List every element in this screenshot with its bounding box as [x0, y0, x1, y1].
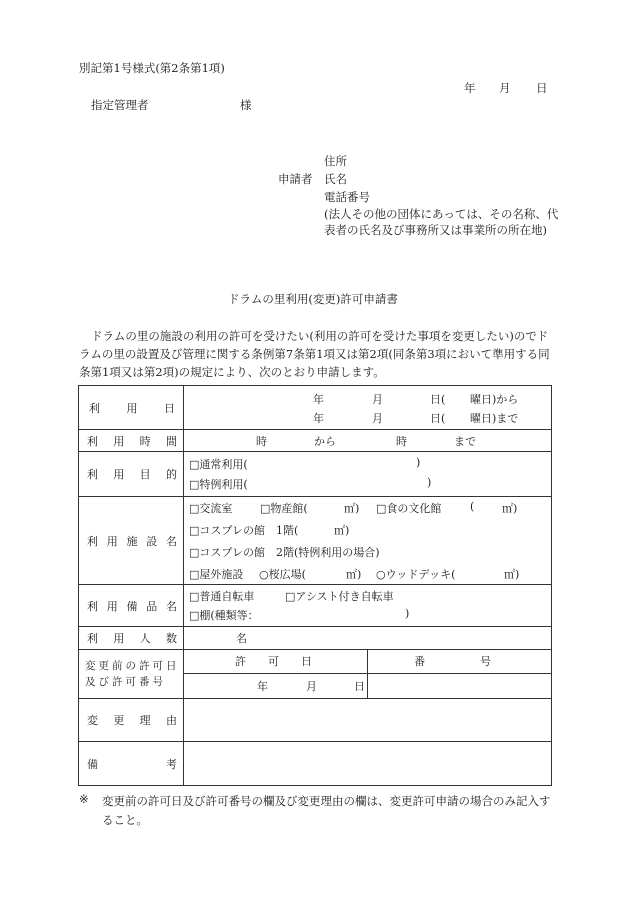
label-period: 利 用 日 — [79, 386, 184, 430]
value-equipment: □普通自転車 □アシスト付き自転車 □棚(種類等： ) — [184, 585, 552, 627]
row-people — [79, 627, 552, 650]
footnote-text: 変更前の許可日及び許可番号の欄及び変更理由の欄は、変更許可申請の場合のみ記入すること。 — [102, 794, 551, 827]
facility-cosplay-1f-checkbox[interactable]: □コスプレの館 1階( — [189, 524, 299, 537]
label-time: 利 用 時 間 — [79, 430, 184, 452]
facility-bussankan-checkbox[interactable]: □物産館( — [260, 502, 308, 515]
value-prev-permit: 許 可 日 番 号 年 月 日 — [184, 650, 552, 699]
row-remarks — [79, 742, 552, 786]
equipment-assist-bicycle-checkbox[interactable]: □アシスト付き自転車 — [285, 590, 394, 603]
row-prev-permit — [79, 650, 552, 699]
label-remarks: 備 考 — [79, 742, 184, 786]
value-remarks[interactable] — [184, 742, 552, 786]
row-equipment — [79, 585, 552, 627]
applicant-label: 申請者 — [278, 172, 313, 186]
facility-cosplay-2f-checkbox[interactable]: □コスプレの館 2階(特例利用の場合) — [189, 546, 380, 559]
honorific: 様 — [240, 98, 252, 112]
equipment-shelf-checkbox[interactable]: □棚(種類等： — [189, 609, 259, 622]
prev-permit-date-field[interactable]: 年 — [257, 680, 268, 693]
applicant-name-label: 氏名 — [324, 172, 347, 186]
value-period[interactable]: 年 月 日( 曜日)から 年 月 日( 曜日)まで — [184, 386, 552, 430]
label-equipment: 利 用 備 品 名 — [79, 585, 184, 627]
value-reason[interactable] — [184, 699, 552, 742]
row-time — [79, 430, 552, 452]
row-period — [79, 386, 552, 430]
label-purpose: 利 用 目 的 — [79, 452, 184, 497]
facility-wooddeck-radio[interactable]: ○ウッドデッキ( — [376, 568, 456, 581]
facility-exchange-room-checkbox[interactable]: □交流室 — [189, 502, 233, 515]
date-month-label: 月 — [499, 81, 511, 95]
date-day-label: 日 — [536, 81, 548, 95]
applicant-note: (法人その他の団体にあっては、その名称、代表者の氏名及び事務所又は事業所の所在地) — [324, 207, 559, 237]
body-text: ドラムの里の施設の利用の許可を受けたい(利用の許可を受けた事項を変更したい)のでドラムの里の設置及び管理に関する条例第7条第1項又は第2項(同条第3項において準用する同条第1項又は第2項)の規定により、次のとおり申請します。 — [79, 329, 550, 379]
value-facility: □交流室 □物産館( ㎡) □食の文化館 ( ㎡) □コスプレの館 1階( ㎡) □コスプレの館 2階(特例利用の場合) □屋外施設 ○桜広場( ㎡) ○ウッドデッキ( ㎡) — [184, 497, 552, 585]
value-people[interactable]: 名 — [184, 627, 552, 650]
applicant-address-label: 住所 — [324, 154, 347, 168]
label-people: 利 用 人 数 — [79, 627, 184, 650]
label-facility: 利 用 施 設 名 — [79, 497, 184, 585]
purpose-normal-checkbox[interactable]: □通常利用( — [189, 458, 248, 471]
facility-outdoor-checkbox[interactable]: □屋外施設 — [189, 568, 244, 581]
application-table — [78, 385, 552, 786]
facility-food-culture-checkbox[interactable]: □食の文化館 — [376, 502, 442, 515]
row-facility — [79, 497, 552, 585]
label-reason: 変 更 理 由 — [79, 699, 184, 742]
label-prev-permit: 変更前の許可日 及び許可番号 — [79, 650, 184, 699]
footnote-mark: ※ — [79, 792, 89, 806]
form-reference: 別記第1号様式(第2条第1項) — [79, 61, 225, 75]
applicant-phone-label: 電話番号 — [324, 190, 370, 204]
document-title: ドラムの里利用(変更)許可申請書 — [228, 292, 398, 306]
value-purpose: □通常利用( ) □特例利用( ) — [184, 452, 552, 497]
date-year-label: 年 — [464, 81, 476, 95]
facility-sakura-radio[interactable]: ○桜広場( — [259, 568, 306, 581]
equipment-bicycle-checkbox[interactable]: □普通自転車 — [189, 590, 255, 603]
value-time[interactable]: 時 から 時 まで — [184, 430, 552, 452]
row-purpose — [79, 452, 552, 497]
row-reason — [79, 699, 552, 742]
purpose-special-checkbox[interactable]: □特例利用( — [189, 478, 248, 491]
addressee: 指定管理者 — [91, 98, 149, 112]
